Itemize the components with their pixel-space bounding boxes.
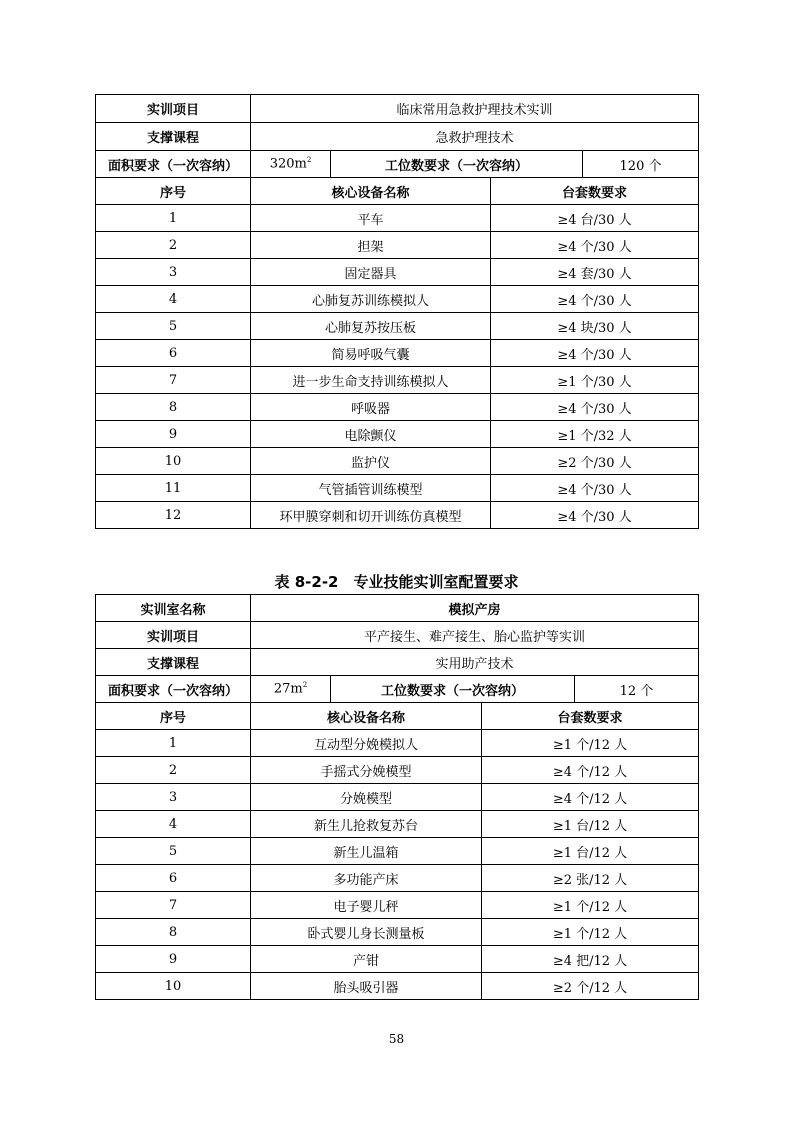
row-index: 2 <box>96 757 251 784</box>
row-index: 4 <box>96 286 251 313</box>
area-value: $27m^2$ <box>251 676 331 703</box>
quantity-requirement: ≥4 套/30 人 <box>491 259 699 286</box>
row-index: 2 <box>96 232 251 259</box>
table-row <box>96 973 699 1000</box>
table-row <box>96 811 699 838</box>
row-index: 10 <box>96 973 251 1000</box>
quantity-requirement: ≥4 台/30 人 <box>491 205 699 232</box>
course-label: 支撑课程 <box>96 649 251 676</box>
quantity-requirement: ≥1 台/12 人 <box>482 838 699 865</box>
table-row <box>96 838 699 865</box>
equipment-table-first-aid <box>95 94 699 529</box>
equipment-name: 产钳 <box>251 946 482 973</box>
table-row <box>96 919 699 946</box>
quantity-requirement: ≥2 张/12 人 <box>482 865 699 892</box>
quantity-requirement: ≥4 把/12 人 <box>482 946 699 973</box>
table-row <box>96 340 699 367</box>
table-row <box>96 946 699 973</box>
equipment-name: 固定器具 <box>251 259 491 286</box>
equipment-name: 心肺复苏按压板 <box>251 313 491 340</box>
table-row <box>96 394 699 421</box>
equipment-name: 心肺复苏训练模拟人 <box>251 286 491 313</box>
equipment-name: 多功能产床 <box>251 865 482 892</box>
row-index: 5 <box>96 313 251 340</box>
table-row <box>96 448 699 475</box>
column-header-equipment: 核心设备名称 <box>251 178 491 205</box>
equipment-name: 新生儿温箱 <box>251 838 482 865</box>
column-header-quantity: 台套数要求 <box>491 178 699 205</box>
equipment-name: 新生儿抢救复苏台 <box>251 811 482 838</box>
room-label: 实训室名称 <box>96 595 251 622</box>
equipment-name: 呼吸器 <box>251 394 491 421</box>
table-row <box>96 259 699 286</box>
table-row <box>96 649 699 676</box>
quantity-requirement: ≥4 个/30 人 <box>491 394 699 421</box>
row-index: 10 <box>96 448 251 475</box>
column-header-index: 序号 <box>96 178 251 205</box>
quantity-requirement: ≥2 个/30 人 <box>491 448 699 475</box>
equipment-name: 电子婴儿秤 <box>251 892 482 919</box>
row-index: 3 <box>96 784 251 811</box>
row-index: 1 <box>96 205 251 232</box>
row-index: 12 <box>96 502 251 529</box>
table-row <box>96 622 699 649</box>
equipment-name: 进一步生命支持训练模拟人 <box>251 367 491 394</box>
project-label: 实训项目 <box>96 622 251 649</box>
equipment-name: 气管插管训练模型 <box>251 475 491 502</box>
stations-label: 工位数要求（一次容纳） <box>331 151 583 178</box>
quantity-requirement: ≥4 个/30 人 <box>491 502 699 529</box>
equipment-name: 监护仪 <box>251 448 491 475</box>
table-row <box>96 892 699 919</box>
table-row <box>96 475 699 502</box>
quantity-requirement: ≥4 个/12 人 <box>482 784 699 811</box>
table-row <box>96 95 699 123</box>
table-header-row <box>96 703 699 730</box>
table-row <box>96 232 699 259</box>
quantity-requirement: ≥1 个/12 人 <box>482 892 699 919</box>
equipment-name: 手摇式分娩模型 <box>251 757 482 784</box>
row-index: 6 <box>96 340 251 367</box>
quantity-requirement: ≥1 台/12 人 <box>482 811 699 838</box>
quantity-requirement: ≥4 个/30 人 <box>491 340 699 367</box>
table-row <box>96 757 699 784</box>
stations-value: 12 个 <box>575 676 699 703</box>
equipment-name: 互动型分娩模拟人 <box>251 730 482 757</box>
equipment-name: 胎头吸引器 <box>251 973 482 1000</box>
row-index: 6 <box>96 865 251 892</box>
row-index: 11 <box>96 475 251 502</box>
quantity-requirement: ≥1 个/12 人 <box>482 730 699 757</box>
quantity-requirement: ≥4 个/30 人 <box>491 475 699 502</box>
table-row <box>96 502 699 529</box>
table-row <box>96 123 699 151</box>
project-label: 实训项目 <box>96 95 251 123</box>
table-row <box>96 205 699 232</box>
page-number: 58 <box>388 1032 405 1046</box>
table-row <box>96 730 699 757</box>
equipment-name: 电除颤仪 <box>251 421 491 448</box>
table-row <box>96 595 699 622</box>
stations-value: 120 个 <box>583 151 699 178</box>
table-row <box>96 676 699 703</box>
column-header-quantity: 台套数要求 <box>482 703 699 730</box>
row-index: 7 <box>96 367 251 394</box>
row-index: 9 <box>96 421 251 448</box>
row-index: 7 <box>96 892 251 919</box>
column-header-equipment: 核心设备名称 <box>251 703 482 730</box>
equipment-name: 环甲膜穿刺和切开训练仿真模型 <box>251 502 491 529</box>
table-caption: 表 8-2-2 专业技能实训室配置要求 <box>274 573 519 591</box>
quantity-requirement: ≥4 个/30 人 <box>491 286 699 313</box>
course-label: 支撑课程 <box>96 123 251 151</box>
room-value: 模拟产房 <box>251 595 699 622</box>
project-value: 临床常用急救护理技术实训 <box>251 95 699 123</box>
quantity-requirement: ≥1 个/30 人 <box>491 367 699 394</box>
project-value: 平产接生、难产接生、胎心监护等实训 <box>251 622 699 649</box>
area-label: 面积要求（一次容纳） <box>96 151 251 178</box>
equipment-name: 担架 <box>251 232 491 259</box>
quantity-requirement: ≥2 个/12 人 <box>482 973 699 1000</box>
equipment-name: 平车 <box>251 205 491 232</box>
area-label: 面积要求（一次容纳） <box>96 676 251 703</box>
table-row <box>96 421 699 448</box>
row-index: 1 <box>96 730 251 757</box>
equipment-name: 分娩模型 <box>251 784 482 811</box>
quantity-requirement: ≥1 个/12 人 <box>482 919 699 946</box>
row-index: 9 <box>96 946 251 973</box>
table-row <box>96 286 699 313</box>
table-row <box>96 151 699 178</box>
row-index: 8 <box>96 919 251 946</box>
quantity-requirement: ≥4 块/30 人 <box>491 313 699 340</box>
column-header-index: 序号 <box>96 703 251 730</box>
row-index: 8 <box>96 394 251 421</box>
table-row <box>96 784 699 811</box>
course-value: 急救护理技术 <box>251 123 699 151</box>
table-row <box>96 865 699 892</box>
quantity-requirement: ≥4 个/12 人 <box>482 757 699 784</box>
equipment-table-delivery-room <box>95 594 699 1000</box>
quantity-requirement: ≥4 个/30 人 <box>491 232 699 259</box>
area-value: $320m^2$ <box>251 151 331 178</box>
stations-label: 工位数要求（一次容纳） <box>331 676 575 703</box>
course-value: 实用助产技术 <box>251 649 699 676</box>
table-row <box>96 367 699 394</box>
table-row <box>96 313 699 340</box>
quantity-requirement: ≥1 个/32 人 <box>491 421 699 448</box>
row-index: 4 <box>96 811 251 838</box>
equipment-name: 简易呼吸气囊 <box>251 340 491 367</box>
row-index: 3 <box>96 259 251 286</box>
table-header-row <box>96 178 699 205</box>
equipment-name: 卧式婴儿身长测量板 <box>251 919 482 946</box>
row-index: 5 <box>96 838 251 865</box>
